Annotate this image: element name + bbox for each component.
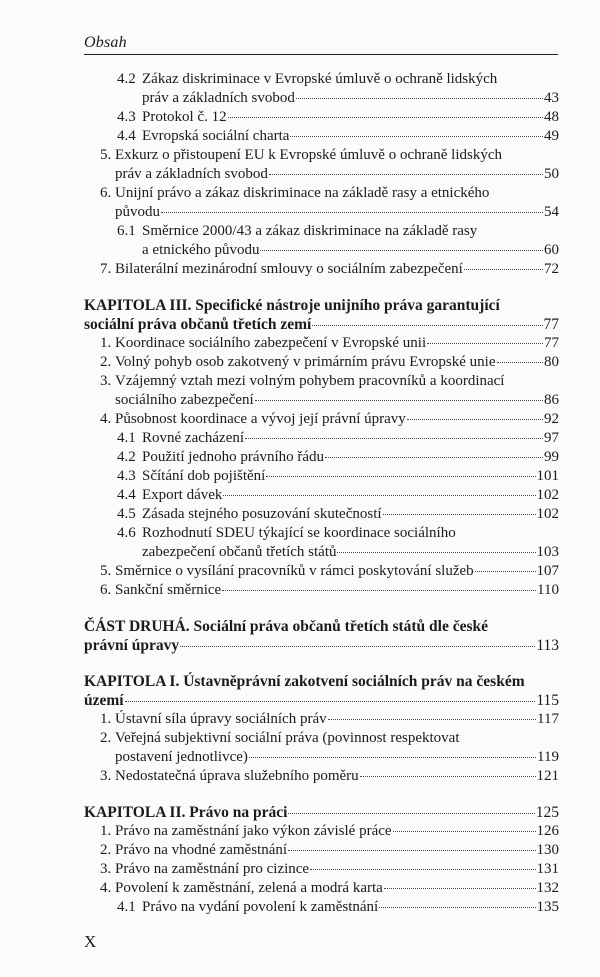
toc-number: 2. <box>100 730 112 746</box>
dot-leader <box>125 690 536 702</box>
toc-text: sociální práva občanů třetích zemí <box>84 316 312 333</box>
toc-page: 126 <box>536 823 559 839</box>
toc-number: 4.3 <box>117 109 136 125</box>
toc-page: 86 <box>544 392 559 408</box>
toc-number: 6.1 <box>117 223 136 239</box>
toc-entry-k3-2[interactable] <box>84 353 559 372</box>
toc-page: 60 <box>544 242 559 258</box>
toc-number: 3. <box>100 768 112 784</box>
toc-entry-k3-5[interactable] <box>84 562 559 581</box>
toc-text: Volný pohyb osob zakotvený v primárním právu Evropské unie <box>115 354 496 370</box>
toc-text: Právo na zaměstnání jako výkon závislé práce <box>115 823 392 839</box>
toc-text: zabezpečení občanů třetích států <box>142 544 337 560</box>
toc-part-2[interactable] <box>84 617 559 655</box>
toc-number: 1. <box>100 823 112 839</box>
toc-number: 4.2 <box>117 449 136 465</box>
toc-text: Protokol č. 12 <box>142 109 227 125</box>
toc-text-first-line: Veřejná subjektivní sociální práva (povinnost respektovat <box>115 730 460 746</box>
dot-leader <box>222 580 536 592</box>
toc-page: 125 <box>535 804 559 821</box>
toc-entry-6-1[interactable] <box>84 222 559 260</box>
toc-page: 77 <box>544 335 559 351</box>
toc-number: 4.2 <box>117 71 136 87</box>
toc-number: 4.5 <box>117 506 136 522</box>
toc-entry-k3-4-2[interactable] <box>84 448 559 467</box>
toc-text: Právo na vydání povolení k zaměstnání <box>142 899 379 915</box>
dot-leader <box>290 126 543 138</box>
toc-entry-k3-4-6[interactable] <box>84 524 559 562</box>
toc-text-first-line: KAPITOLA I. Ústavněprávní zakotvení sociálních práv na českém <box>84 673 525 690</box>
toc-entry-k3-4-5[interactable] <box>84 505 559 524</box>
toc-number: 4.1 <box>117 899 136 915</box>
dot-leader <box>296 88 543 100</box>
toc-text-first-line: Vzájemný vztah mezi volným pohybem pracovníků a koordinací <box>115 373 505 389</box>
toc-chapter-3[interactable] <box>84 296 559 334</box>
toc-text: Koordinace sociálního zabezpečení v Evropské unii <box>115 335 427 351</box>
toc-entry-k1-3[interactable] <box>84 767 559 786</box>
toc-text-first-line: Unijní právo a zákaz diskriminace na základě rasy a etnického <box>115 185 490 201</box>
toc-text-first-line: KAPITOLA III. Specifické nástroje unijního práva garantující <box>84 297 500 314</box>
dot-leader <box>228 107 543 119</box>
dot-leader <box>255 390 543 402</box>
toc-text: Sankční směrnice <box>115 582 222 598</box>
toc-page: 132 <box>536 880 559 896</box>
dot-leader <box>223 485 535 497</box>
toc-page: 97 <box>544 430 559 446</box>
dot-leader <box>310 859 535 871</box>
toc-text: sociálního zabezpečení <box>115 392 254 408</box>
toc-number: 4.3 <box>117 468 136 484</box>
toc-number: 1. <box>100 711 112 727</box>
toc-text: a etnického původu <box>142 242 260 258</box>
dot-leader <box>288 840 535 852</box>
toc-entry-k1-1[interactable] <box>84 710 559 729</box>
dot-leader <box>427 333 543 345</box>
toc-text: právní úpravy <box>84 637 180 654</box>
dot-leader <box>266 466 535 478</box>
toc-text: práv a základních svobod <box>142 90 295 106</box>
dot-leader <box>384 878 536 890</box>
toc-number: 4. <box>100 880 112 896</box>
dot-leader <box>407 409 543 421</box>
dot-leader <box>312 314 542 326</box>
toc-page: 110 <box>537 582 559 598</box>
dot-leader <box>180 635 535 647</box>
toc-text: Právo na zaměstnání pro cizince <box>115 861 310 877</box>
toc-text: Povolení k zaměstnání, zelená a modrá karta <box>115 880 383 896</box>
dot-leader <box>475 561 536 573</box>
toc-entry-6[interactable] <box>84 184 559 222</box>
toc-page: 43 <box>544 90 559 106</box>
dot-leader <box>260 240 543 252</box>
dot-leader <box>269 164 543 176</box>
toc-entry-k3-1[interactable] <box>84 334 559 353</box>
toc-text: původu <box>115 204 160 220</box>
toc-entry-k2-4-1[interactable] <box>84 898 559 917</box>
toc-entry-k2-2[interactable] <box>84 841 559 860</box>
toc-text: Směrnice o vysílání pracovníků v rámci poskytování služeb <box>115 563 474 579</box>
header-rule <box>84 54 558 55</box>
running-header-title: Obsah <box>84 34 127 51</box>
dot-leader <box>379 897 535 909</box>
dot-leader <box>393 821 536 833</box>
dot-leader <box>288 802 534 814</box>
dot-leader <box>464 259 543 271</box>
toc-text-first-line: Směrnice 2000/43 a zákaz diskriminace na základě rasy <box>142 223 478 239</box>
toc-entry-k3-4[interactable] <box>84 410 559 429</box>
dot-leader <box>245 428 543 440</box>
table-of-contents <box>84 70 559 917</box>
toc-page: 80 <box>544 354 559 370</box>
toc-page: 113 <box>536 637 559 654</box>
toc-page: 117 <box>537 711 559 727</box>
toc-text-first-line: Rozhodnutí SDEU týkající se koordinace sociálního <box>142 525 456 541</box>
toc-entry-5[interactable] <box>84 146 559 184</box>
toc-text-first-line: Exkurz o přistoupení EU k Evropské úmluvě o ochraně lidských <box>115 147 502 163</box>
toc-entry-k3-4-3[interactable] <box>84 467 559 486</box>
toc-number: 5. <box>100 147 112 163</box>
toc-text: Působnost koordinace a vývoj její právní úpravy <box>115 411 406 427</box>
toc-number: 5. <box>100 563 112 579</box>
toc-page: 102 <box>536 487 559 503</box>
toc-page: 48 <box>544 109 559 125</box>
toc-page: 54 <box>544 204 559 220</box>
toc-text: Export dávek <box>142 487 223 503</box>
toc-page: 121 <box>536 768 559 784</box>
toc-text: Evropská sociální charta <box>142 128 290 144</box>
toc-number: 4.4 <box>117 487 136 503</box>
toc-entry-k3-4-1[interactable] <box>84 429 559 448</box>
toc-number: 2. <box>100 842 112 858</box>
toc-number: 4.4 <box>117 128 136 144</box>
toc-text: Sčítání dob pojištění <box>142 468 266 484</box>
toc-number: 3. <box>100 373 112 389</box>
toc-text: Bilaterální mezinárodní smlouvy o sociálním zabezpečení <box>115 261 463 277</box>
toc-page: 49 <box>544 128 559 144</box>
toc-chapter-2[interactable] <box>84 803 559 822</box>
toc-chapter-1[interactable] <box>84 672 559 710</box>
dot-leader <box>337 542 535 554</box>
toc-text: Použití jednoho právního řádu <box>142 449 325 465</box>
toc-page: 119 <box>537 749 559 765</box>
toc-text: Nedostatečná úprava služebního poměru <box>115 768 359 784</box>
toc-entry-4-2[interactable] <box>84 70 559 108</box>
toc-text: území <box>84 692 124 709</box>
toc-entry-k2-1[interactable] <box>84 822 559 841</box>
toc-page: 72 <box>544 261 559 277</box>
toc-entry-k3-4-4[interactable] <box>84 486 559 505</box>
toc-entry-k2-3[interactable] <box>84 860 559 879</box>
toc-entry-k3-3[interactable] <box>84 372 559 410</box>
toc-text: Rovné zacházení <box>142 430 245 446</box>
toc-text: Právo na vhodné zaměstnání <box>115 842 288 858</box>
toc-page: 77 <box>543 316 559 333</box>
toc-entry-4-4[interactable] <box>84 127 559 146</box>
toc-page: 99 <box>544 449 559 465</box>
toc-number: 6. <box>100 185 112 201</box>
dot-leader <box>325 447 543 459</box>
toc-entry-k2-4[interactable] <box>84 879 559 898</box>
toc-text: Zásada stejného posuzování skutečností <box>142 506 382 522</box>
toc-number: 4. <box>100 411 112 427</box>
toc-number: 6. <box>100 582 112 598</box>
toc-page: 135 <box>536 899 559 915</box>
toc-page: 102 <box>536 506 559 522</box>
toc-number: 1. <box>100 335 112 351</box>
toc-number: 7. <box>100 261 112 277</box>
toc-number: 4.1 <box>117 430 136 446</box>
toc-page: 131 <box>536 861 559 877</box>
toc-number: 3. <box>100 861 112 877</box>
dot-leader <box>161 202 543 214</box>
toc-entry-k3-6[interactable] <box>84 581 559 600</box>
dot-leader <box>249 747 536 759</box>
toc-entry-7[interactable] <box>84 260 559 279</box>
toc-text-first-line: ČÁST DRUHÁ. Sociální práva občanů třetích států dle české <box>84 618 489 635</box>
toc-page: 130 <box>536 842 559 858</box>
page-number: X <box>84 932 97 951</box>
toc-page: 101 <box>536 468 559 484</box>
toc-text: práv a základních svobod <box>115 166 268 182</box>
toc-page: 107 <box>536 563 559 579</box>
toc-page: 103 <box>536 544 559 560</box>
dot-leader <box>497 352 544 364</box>
toc-page: 115 <box>536 692 559 709</box>
toc-text-first-line: Zákaz diskriminace v Evropské úmluvě o ochraně lidských <box>142 71 498 87</box>
toc-number: 2. <box>100 354 112 370</box>
toc-entry-4-3[interactable] <box>84 108 559 127</box>
toc-page: 92 <box>544 411 559 427</box>
toc-number: 4.6 <box>117 525 136 541</box>
toc-page: 50 <box>544 166 559 182</box>
dot-leader <box>360 766 536 778</box>
toc-text: postavení jednotlivce) <box>115 749 248 765</box>
dot-leader <box>383 504 536 516</box>
toc-text: KAPITOLA II. Právo na práci <box>84 804 288 821</box>
toc-entry-k1-2[interactable] <box>84 729 559 767</box>
dot-leader <box>328 709 536 721</box>
toc-text: Ústavní síla úpravy sociálních práv <box>115 711 327 727</box>
